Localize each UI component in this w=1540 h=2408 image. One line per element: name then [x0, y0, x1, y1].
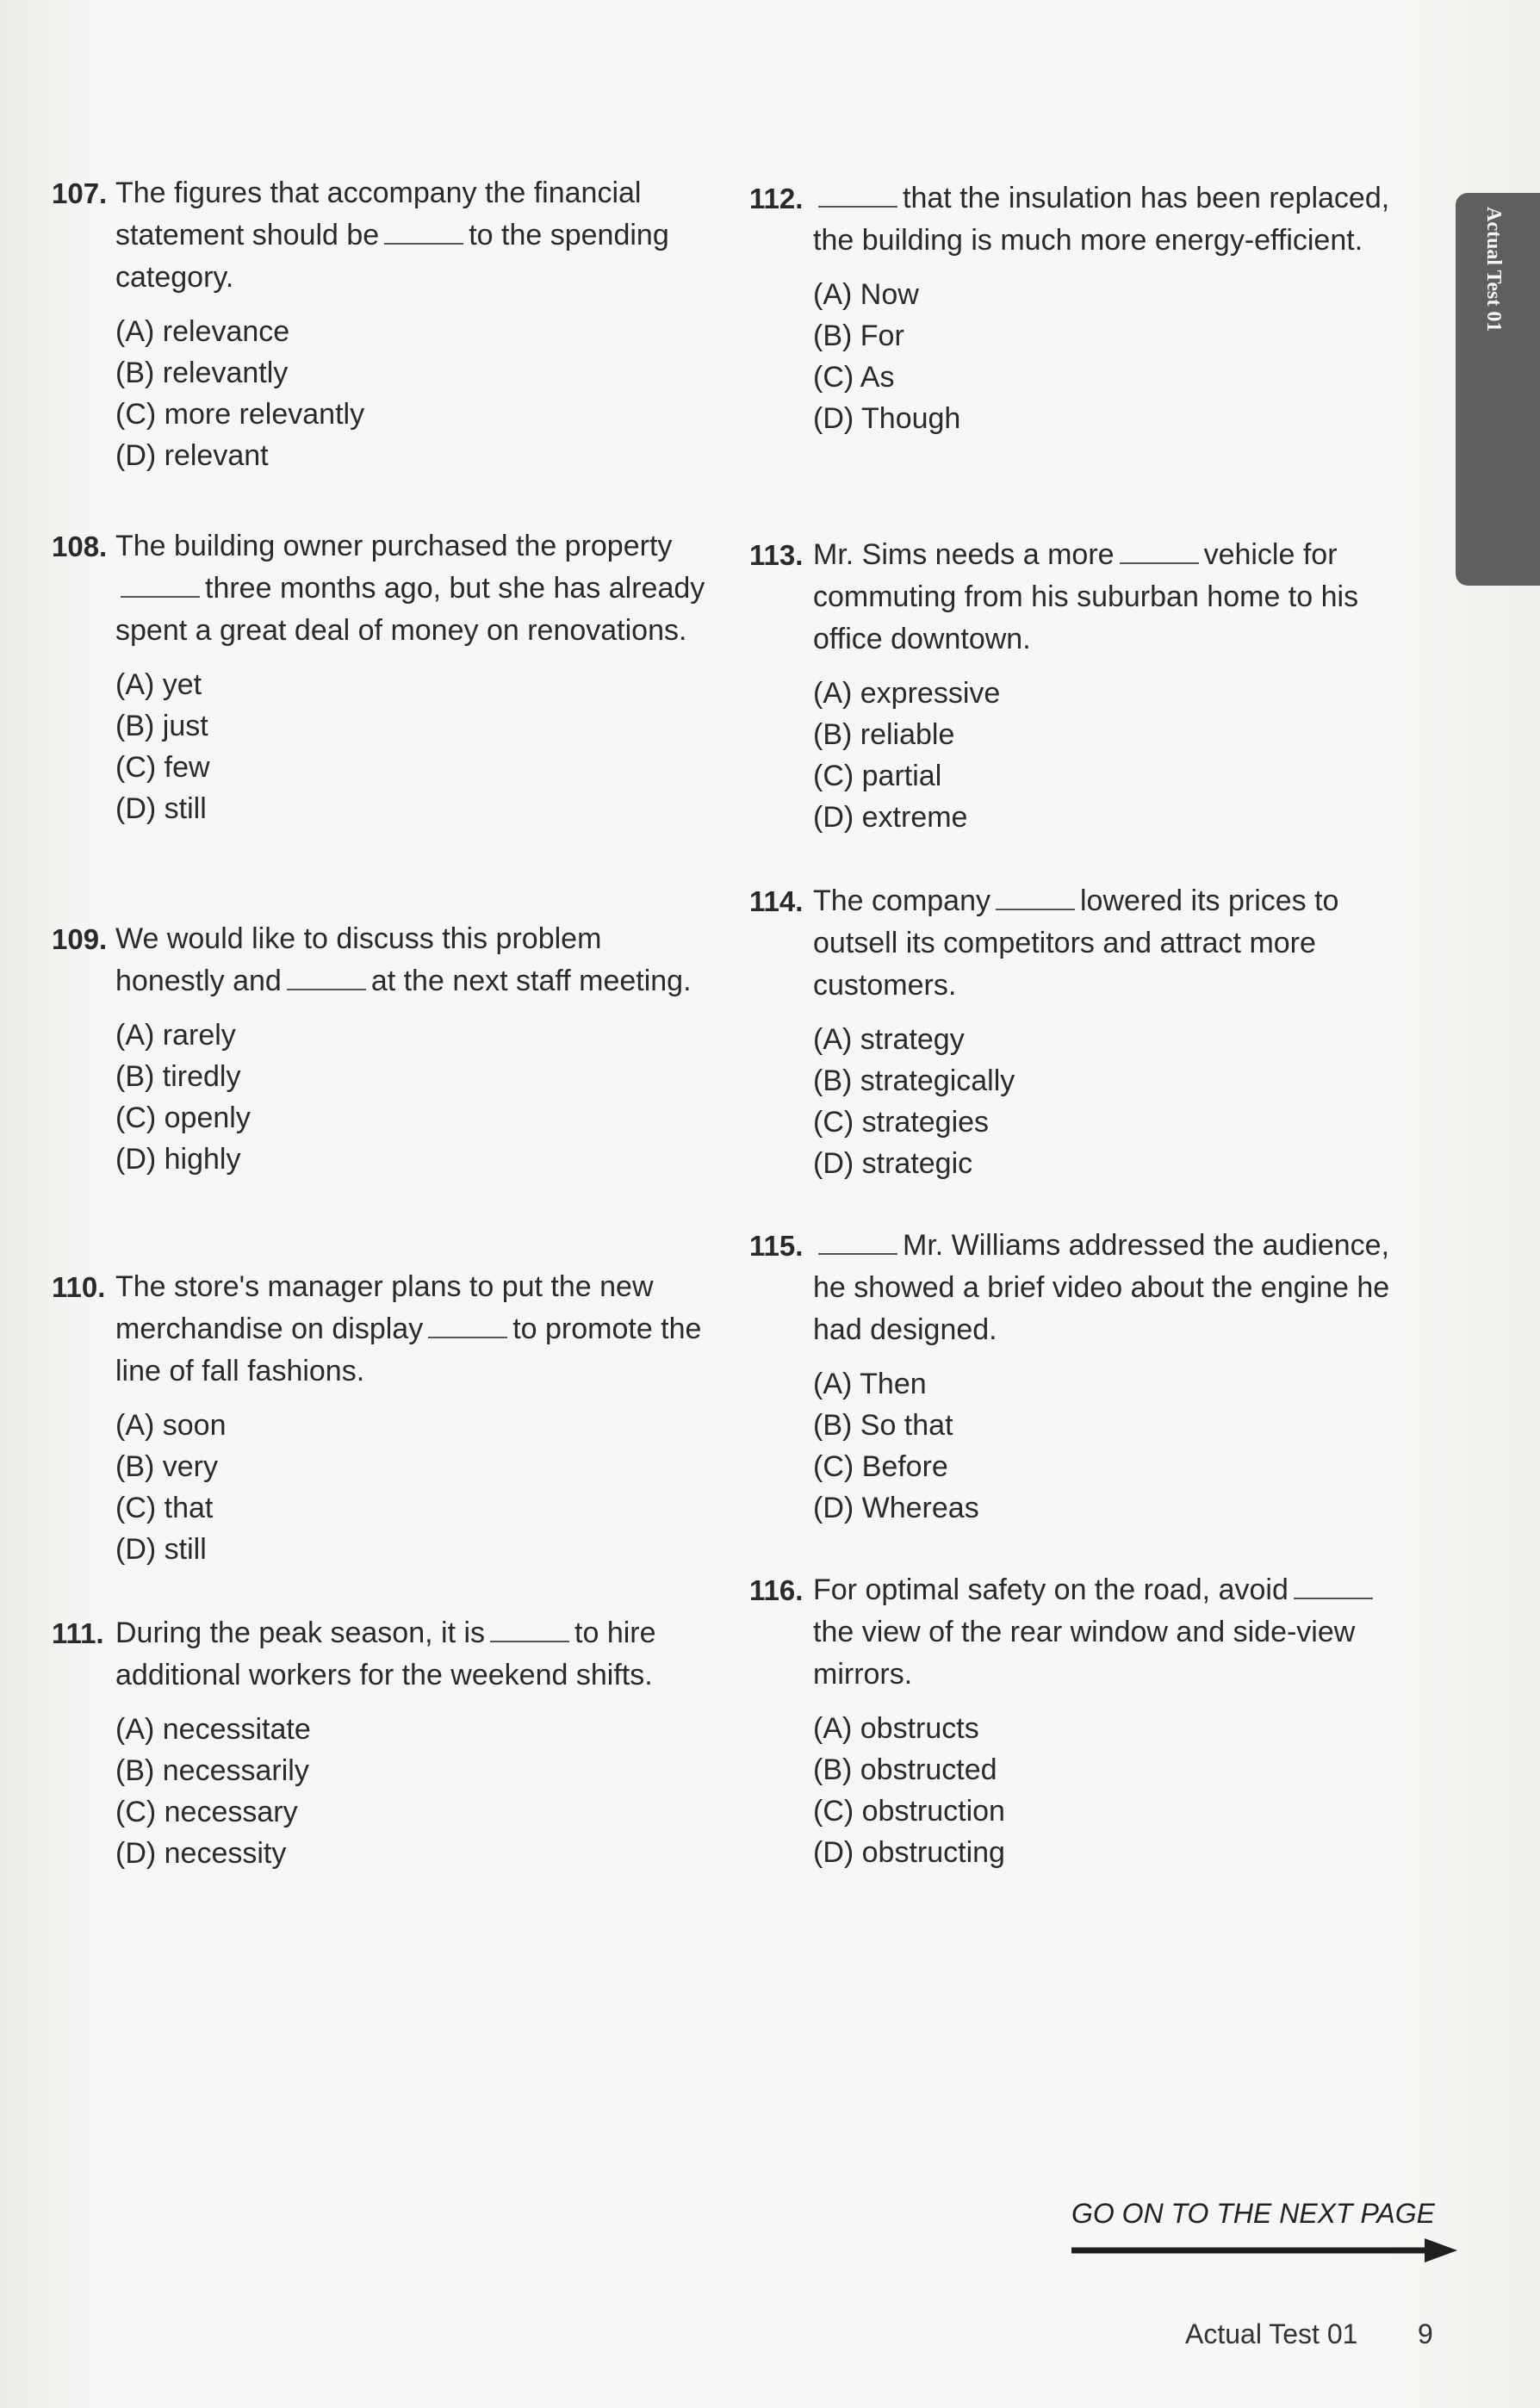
stem-text: the view of the rear window and side-view mirrors.	[813, 1616, 1356, 1691]
question-116	[749, 1569, 1404, 1873]
question-114	[749, 880, 1404, 1184]
option-d: (D) still	[115, 792, 207, 825]
option-b: (B) For	[813, 320, 904, 352]
stem-text: The company	[813, 884, 990, 917]
question-113	[749, 534, 1404, 838]
option-a: (A) rarely	[115, 1019, 236, 1052]
option-a: (A) necessitate	[115, 1713, 311, 1746]
question-115	[749, 1225, 1404, 1529]
question-stem	[749, 1225, 1404, 1351]
option-d: (D) Though	[813, 402, 961, 435]
page-number: 9	[1418, 2318, 1433, 2349]
option-c: (C) openly	[115, 1102, 251, 1134]
answer-blank	[384, 220, 463, 245]
option-d: (D) necessity	[115, 1837, 287, 1870]
option-a: (A) soon	[115, 1409, 227, 1442]
stem-text: Mr. Sims needs a more	[813, 538, 1115, 571]
answer-options	[749, 673, 1404, 838]
stem-text: The building owner purchased the property	[115, 530, 673, 562]
question-number: 107.	[52, 177, 108, 209]
footer-test-label: Actual Test 01	[1185, 2318, 1358, 2349]
option-d: (D) relevant	[115, 439, 269, 472]
question-stem	[52, 1612, 706, 1697]
option-b: (B) relevantly	[115, 357, 289, 389]
option-c: (C) obstruction	[813, 1795, 1005, 1828]
question-112	[749, 177, 1404, 439]
option-b: (B) necessarily	[115, 1754, 309, 1787]
question-stem	[749, 534, 1404, 661]
option-c: (C) Before	[813, 1450, 948, 1483]
stem-text: Mr. Williams addressed the audience, he showed a brief video about the engine he had designed.	[813, 1229, 1390, 1346]
stem-text: lowered its prices to outsell its competitors and attract more customers.	[813, 884, 1339, 1002]
option-b: (B) tiredly	[115, 1060, 241, 1093]
question-number: 115.	[749, 1230, 804, 1262]
question-number: 110.	[52, 1271, 106, 1303]
stem-text: vehicle for commuting from his suburban home to his office downtown.	[813, 538, 1359, 655]
stem-text: to promote the line of fall fashions.	[115, 1313, 702, 1387]
next-page-label: GO ON TO THE NEXT PAGE	[1071, 2198, 1435, 2229]
option-c: (C) few	[115, 751, 210, 784]
question-number: 108.	[52, 531, 108, 562]
option-b: (B) strategically	[813, 1064, 1015, 1097]
option-d: (D) extreme	[813, 801, 968, 834]
answer-options	[749, 1019, 1404, 1184]
answer-blank	[490, 1618, 569, 1642]
stem-text: During the peak season, it is	[115, 1617, 486, 1649]
option-c: (C) that	[115, 1492, 214, 1524]
option-a: (A) obstructs	[813, 1712, 979, 1745]
answer-blank	[1120, 540, 1199, 564]
stem-text: For optimal safety on the road, avoid	[813, 1573, 1289, 1606]
stem-text: We would like to discuss this problem honestly and	[115, 922, 602, 997]
question-stem	[749, 177, 1404, 262]
answer-options	[749, 1708, 1404, 1873]
option-b: (B) reliable	[813, 718, 955, 751]
answer-options	[749, 274, 1404, 439]
stem-text: that the insulation has been replaced, the building is much more energy-efficient.	[813, 182, 1390, 257]
stem-text: The store's manager plans to put the new merchandise on display	[115, 1270, 654, 1345]
question-stem	[52, 1266, 706, 1393]
question-110	[52, 1266, 706, 1570]
question-stem	[52, 918, 706, 1002]
question-108	[52, 525, 706, 829]
option-c: (C) partial	[813, 760, 942, 792]
answer-options	[52, 664, 706, 829]
option-b: (B) very	[115, 1450, 218, 1483]
option-a: (A) Now	[813, 278, 919, 311]
answer-blank	[121, 574, 200, 598]
answer-blank	[818, 1231, 897, 1255]
side-tab	[1456, 193, 1540, 586]
option-b: (B) obstructed	[813, 1753, 997, 1786]
answer-options	[749, 1363, 1404, 1529]
stem-text: three months ago, but she has already spent a great deal of money on renovations.	[115, 572, 705, 647]
option-a: (A) strategy	[813, 1023, 965, 1056]
answer-options	[52, 311, 706, 476]
question-stem	[52, 525, 706, 652]
answer-blank	[996, 886, 1075, 910]
answer-blank	[1294, 1575, 1373, 1599]
question-number: 112.	[749, 183, 804, 214]
option-b: (B) just	[115, 710, 208, 742]
question-number: 116.	[749, 1574, 804, 1606]
answer-blank	[428, 1314, 507, 1338]
question-number: 111.	[52, 1617, 104, 1649]
option-d: (D) highly	[115, 1143, 241, 1176]
option-a: (A) Then	[813, 1368, 927, 1400]
stem-text: at the next staff meeting.	[370, 965, 692, 997]
option-c: (C) more relevantly	[115, 398, 365, 431]
stem-text: to hire additional workers for the weekend shifts.	[115, 1617, 656, 1691]
question-111	[52, 1612, 706, 1874]
question-stem	[52, 172, 706, 299]
question-stem	[749, 1569, 1404, 1696]
stem-text: The figures that accompany the financial statement should be	[115, 177, 642, 251]
answer-options	[52, 1015, 706, 1180]
question-stem	[749, 880, 1404, 1007]
option-a: (A) expressive	[813, 677, 1001, 710]
side-tab-label: Actual Test 01	[1482, 207, 1505, 332]
answer-options	[52, 1709, 706, 1874]
option-a: (A) yet	[115, 668, 202, 701]
question-number: 114.	[749, 885, 804, 917]
option-d: (D) obstructing	[813, 1836, 1005, 1869]
option-c: (C) strategies	[813, 1106, 990, 1139]
option-d: (D) still	[115, 1533, 207, 1566]
question-number: 113.	[749, 539, 804, 571]
answer-blank	[287, 966, 366, 990]
question-109	[52, 918, 706, 1180]
arrow-right-icon	[1071, 2236, 1457, 2265]
option-d: (D) Whereas	[813, 1492, 979, 1524]
option-c: (C) As	[813, 361, 895, 394]
question-number: 109.	[52, 923, 108, 955]
stem-text: to the spending category.	[115, 219, 669, 294]
option-b: (B) So that	[813, 1409, 953, 1442]
question-107	[52, 172, 706, 476]
answer-blank	[818, 183, 897, 208]
option-c: (C) necessary	[115, 1796, 298, 1828]
option-d: (D) strategic	[813, 1147, 973, 1180]
option-a: (A) relevance	[115, 315, 290, 348]
answer-options	[52, 1405, 706, 1570]
